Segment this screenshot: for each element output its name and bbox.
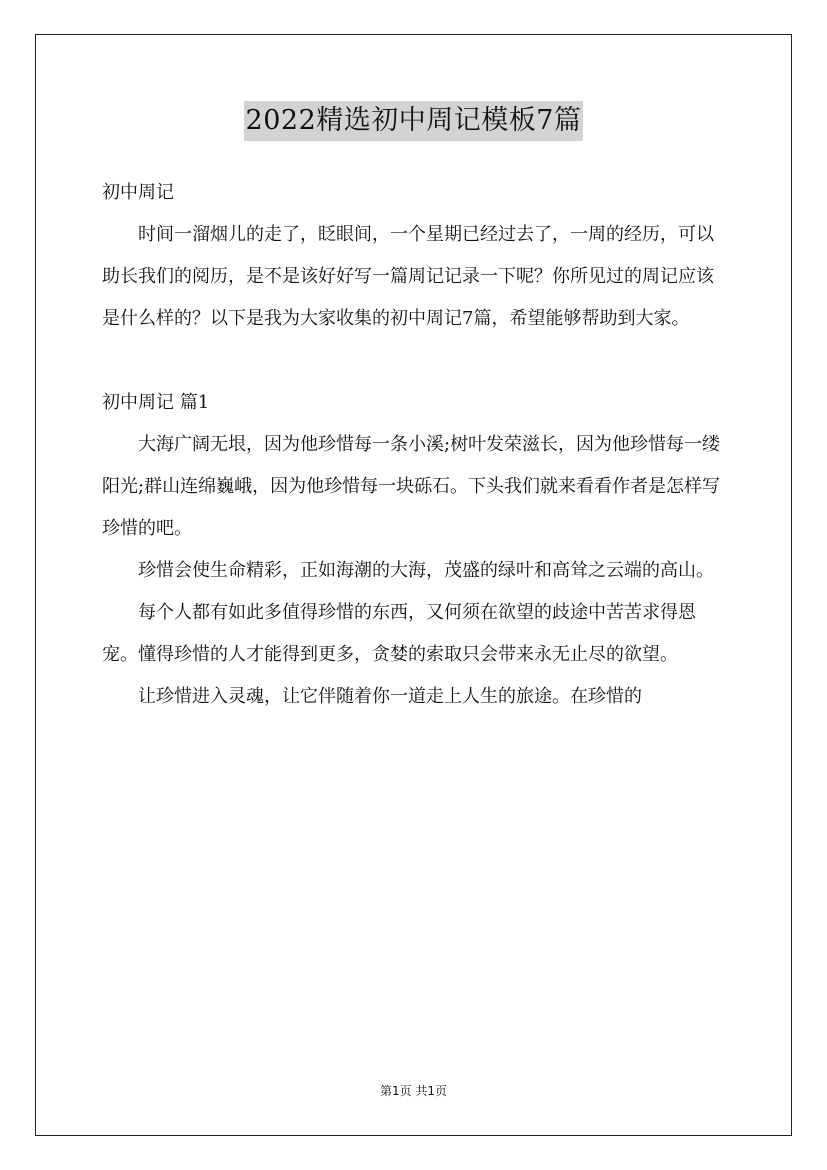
intro-paragraph: 时间一溜烟儿的走了，眨眼间，一个星期已经过去了，一周的经历，可以助长我们的阅历，是不是该好好写一篇周记记录一下呢？你所见过的周记应该是什么样的？以下是我为大家收集的初中周记7篇，希望能够帮助到大家。: [102, 224, 714, 329]
body-paragraph-1: 大海广阔无垠，因为他珍惜每一条小溪;树叶发荣滋长，因为他珍惜每一缕阳光;群山连绵巍峨，因为他珍惜每一块砾石。下头我们就来看看作者是怎样写珍惜的吧。: [102, 434, 721, 539]
title-container: [0, 101, 827, 141]
body-paragraph-2: 珍惜会使生命精彩，正如海潮的大海，茂盛的绿叶和高耸之云端的高山。: [138, 560, 714, 581]
intro-label: 初中周记: [102, 182, 174, 203]
body-paragraph-4: 让珍惜进入灵魂，让它伴随着你一道走上人生的旅途。在珍惜的: [138, 686, 642, 707]
section-label: 初中周记 篇1: [102, 392, 210, 413]
document-title: 2022精选初中周记模板7篇: [244, 101, 584, 141]
document-body: [102, 172, 728, 718]
section-spacer: [102, 340, 728, 382]
body-paragraph-3: 每个人都有如此多值得珍惜的东西，又何须在欲望的歧途中苦苦求得恩宠。懂得珍惜的人才能得到更多，贪婪的索取只会带来永无止尽的欲望。: [102, 602, 696, 665]
page-footer: 第1页 共1页: [379, 1084, 448, 1098]
